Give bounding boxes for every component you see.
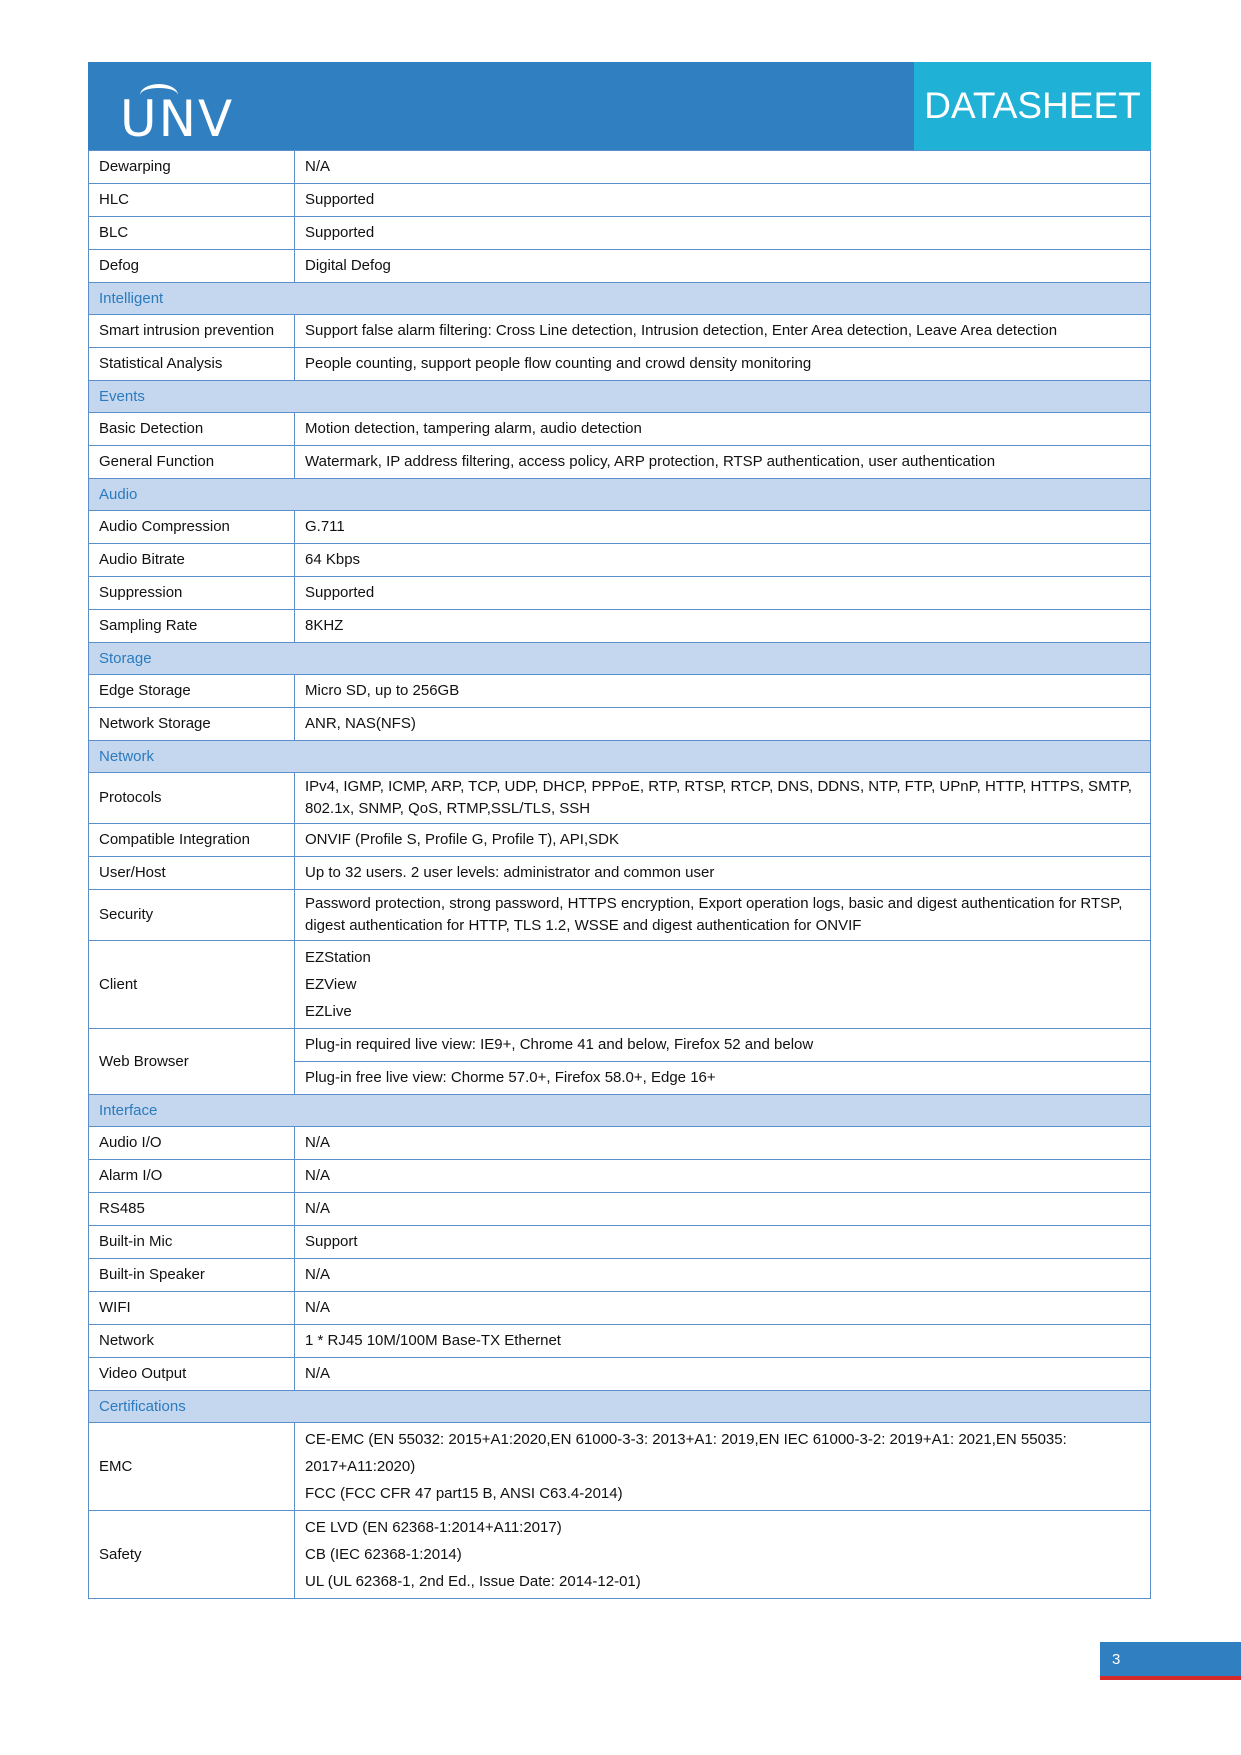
spec-label: Sampling Rate [89, 610, 295, 643]
table-row [89, 1029, 1151, 1062]
spec-label: Security [89, 890, 295, 941]
section-header-row [89, 1095, 1151, 1127]
spec-label: Alarm I/O [89, 1160, 295, 1193]
table-row [89, 708, 1151, 741]
spec-label: Built-in Speaker [89, 1259, 295, 1292]
spec-value-cell: Watermark, IP address filtering, access policy, ARP protection, RTSP authentication, user authentication [295, 446, 1151, 479]
spec-label: Client [89, 941, 295, 1029]
spec-label: Edge Storage [89, 675, 295, 708]
spec-label: RS485 [89, 1193, 295, 1226]
spec-value-cell: 64 Kbps [295, 544, 1151, 577]
spec-label: HLC [89, 184, 295, 217]
table-row [89, 348, 1151, 381]
spec-label: Built-in Mic [89, 1226, 295, 1259]
section-header-row [89, 1391, 1151, 1423]
spec-value-cell: IPv4, IGMP, ICMP, ARP, TCP, UDP, DHCP, PPPoE, RTP, RTSP, RTCP, DNS, DDNS, NTP, FTP, UPnP, HTTP, HTTPS, SMTP, 802.1x, SNMP, QoS, RTMP,SSL/TLS, SSH [295, 773, 1151, 824]
spec-value-line: CE LVD (EN 62368-1:2014+A11:2017) [305, 1519, 562, 1536]
spec-label: Video Output [89, 1358, 295, 1391]
spec-value-cell: Digital Defog [295, 250, 1151, 283]
spec-value-line: EZView [305, 976, 357, 993]
spec-value-cell [295, 941, 1151, 1029]
table-row [89, 446, 1151, 479]
spec-value-cell: 8KHZ [295, 610, 1151, 643]
table-row [89, 1358, 1151, 1391]
spec-label: Compatible Integration [89, 824, 295, 857]
unv-logo [102, 76, 235, 148]
table-row [89, 1325, 1151, 1358]
spec-label: Network [89, 1325, 295, 1358]
spec-label: Audio Bitrate [89, 544, 295, 577]
spec-value-line: EZLive [305, 1003, 352, 1020]
spec-label: Network Storage [89, 708, 295, 741]
table-row [89, 773, 1151, 824]
section-title: Audio [89, 479, 1151, 511]
spec-value-cell: 1 * RJ45 10M/100M Base-TX Ethernet [295, 1325, 1151, 1358]
spec-value-cell [295, 1511, 1151, 1599]
spec-label: User/Host [89, 857, 295, 890]
table-row [89, 675, 1151, 708]
table-row [89, 1423, 1151, 1511]
table-row [89, 577, 1151, 610]
table-row [89, 1127, 1151, 1160]
section-title: Network [89, 741, 1151, 773]
table-row [89, 1292, 1151, 1325]
spec-label: Audio Compression [89, 511, 295, 544]
section-title: Intelligent [89, 283, 1151, 315]
spec-value-cell: ANR, NAS(NFS) [295, 708, 1151, 741]
spec-label: Safety [89, 1511, 295, 1599]
table-row [89, 890, 1151, 941]
spec-label: Protocols [89, 773, 295, 824]
spec-label: Dewarping [89, 151, 295, 184]
table-row [89, 544, 1151, 577]
page-number-underline [1100, 1676, 1241, 1680]
spec-value-cell: Up to 32 users. 2 user levels: administrator and common user [295, 857, 1151, 890]
section-header-row [89, 741, 1151, 773]
spec-value-line: EZStation [305, 949, 371, 966]
table-row [89, 511, 1151, 544]
spec-value-line: CE-EMC (EN 55032: 2015+A1:2020,EN 61000-3-3: 2013+A1: 2019,EN IEC 61000-3-2: 2019+A1: 2021,EN 55035: 2017+A11:2020) [305, 1431, 1067, 1475]
spec-value-cell [295, 1423, 1151, 1511]
spec-label: Smart intrusion prevention [89, 315, 295, 348]
spec-value-cell: Motion detection, tampering alarm, audio detection [295, 413, 1151, 446]
spec-table [88, 150, 1151, 1599]
section-header-row [89, 283, 1151, 315]
section-header-row [89, 643, 1151, 675]
spec-value-line: FCC (FCC CFR 47 part15 B, ANSI C63.4-2014) [305, 1485, 623, 1502]
spec-value-cell: People counting, support people flow counting and crowd density monitoring [295, 348, 1151, 381]
table-row [89, 184, 1151, 217]
spec-value-cell: N/A [295, 151, 1151, 184]
spec-label: BLC [89, 217, 295, 250]
spec-value-cell: N/A [295, 1358, 1151, 1391]
table-row [89, 413, 1151, 446]
table-row [89, 151, 1151, 184]
spec-value-cell: Support [295, 1226, 1151, 1259]
section-title: Storage [89, 643, 1151, 675]
spec-label: General Function [89, 446, 295, 479]
page-header [88, 62, 1151, 150]
table-row [89, 250, 1151, 283]
spec-value-cell: N/A [295, 1292, 1151, 1325]
table-row [89, 1160, 1151, 1193]
spec-label: EMC [89, 1423, 295, 1511]
table-row [89, 941, 1151, 1029]
spec-value: Plug-in required live view: IE9+, Chrome 41 and below, Firefox 52 and below [295, 1029, 1151, 1062]
spec-value-cell: Supported [295, 577, 1151, 610]
spec-value-cell: N/A [295, 1259, 1151, 1292]
spec-value-cell: Micro SD, up to 256GB [295, 675, 1151, 708]
section-title: Events [89, 381, 1151, 413]
spec-value-cell: G.711 [295, 511, 1151, 544]
logo-text: UNV [120, 90, 235, 148]
spec-value-line: UL (UL 62368-1, 2nd Ed., Issue Date: 2014-12-01) [305, 1573, 641, 1590]
spec-value-cell: ONVIF (Profile S, Profile G, Profile T), API,SDK [295, 824, 1151, 857]
spec-value-cell: N/A [295, 1193, 1151, 1226]
page-number: 3 [1100, 1642, 1241, 1676]
spec-value-cell: N/A [295, 1127, 1151, 1160]
spec-label: WIFI [89, 1292, 295, 1325]
spec-label: Statistical Analysis [89, 348, 295, 381]
table-row [89, 824, 1151, 857]
section-header-row [89, 479, 1151, 511]
table-row [89, 857, 1151, 890]
table-row [89, 1511, 1151, 1599]
spec-label: Web Browser [89, 1029, 295, 1095]
spec-value-cell: Support false alarm filtering: Cross Line detection, Intrusion detection, Enter Area detection, Leave Area detection [295, 315, 1151, 348]
section-header-row [89, 381, 1151, 413]
table-row [89, 1226, 1151, 1259]
spec-label: Basic Detection [89, 413, 295, 446]
spec-value-cell: Supported [295, 184, 1151, 217]
section-title: Certifications [89, 1391, 1151, 1423]
datasheet-title: DATASHEET [914, 62, 1151, 150]
spec-value: Plug-in free live view: Chorme 57.0+, Firefox 58.0+, Edge 16+ [295, 1062, 1151, 1095]
spec-value-cell: Password protection, strong password, HTTPS encryption, Export operation logs, basic and digest authentication for RTSP, digest authentication for HTTP, TLS 1.2, WSSE and digest authentication for ONVIF [295, 890, 1151, 941]
table-row [89, 217, 1151, 250]
spec-label: Defog [89, 250, 295, 283]
spec-value-cell: N/A [295, 1160, 1151, 1193]
section-title: Interface [89, 1095, 1151, 1127]
table-row [89, 315, 1151, 348]
spec-value-line: CB (IEC 62368-1:2014) [305, 1546, 462, 1563]
spec-label: Audio I/O [89, 1127, 295, 1160]
spec-table-body [89, 151, 1151, 1599]
spec-value-cell: Supported [295, 217, 1151, 250]
table-row [89, 1193, 1151, 1226]
spec-label: Suppression [89, 577, 295, 610]
table-row [89, 610, 1151, 643]
table-row [89, 1259, 1151, 1292]
